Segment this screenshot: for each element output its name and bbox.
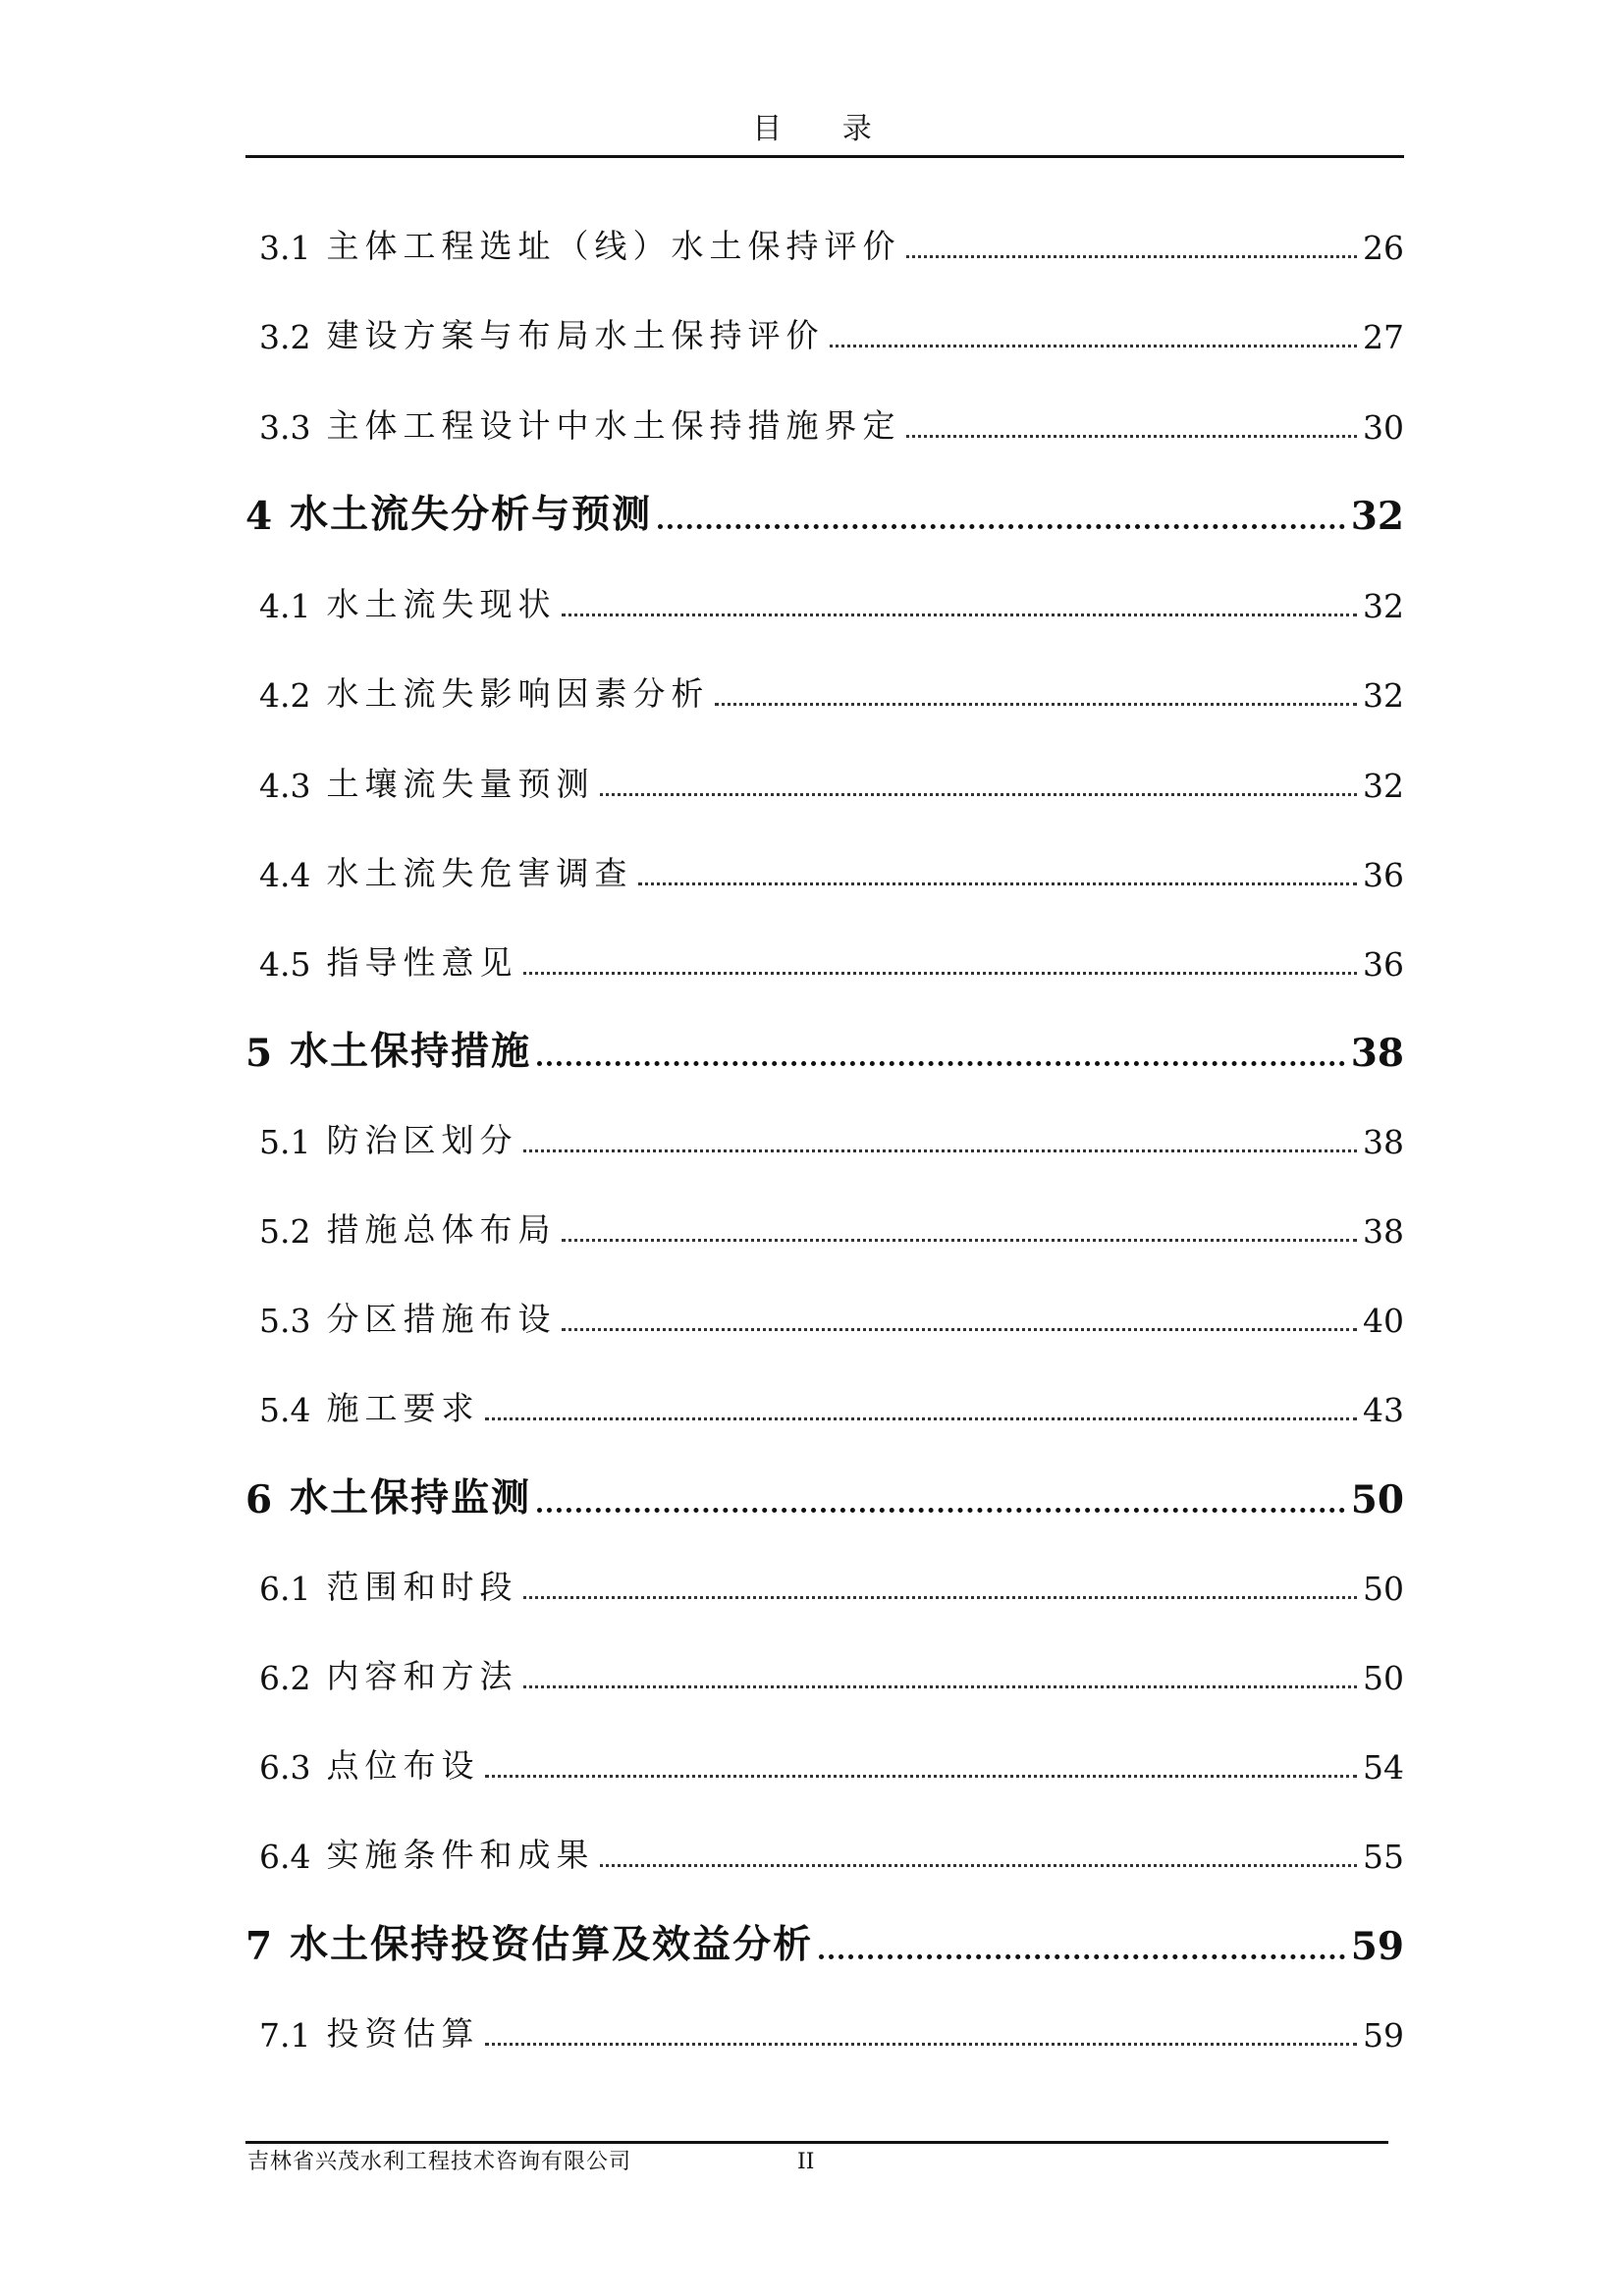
toc-leader-dots xyxy=(523,1596,1357,1599)
footer-company-name: 吉林省兴茂水利工程技术咨询有限公司 xyxy=(247,2150,632,2174)
toc-entry[interactable] xyxy=(245,570,1404,625)
toc-entry-title: 实施条件和成果 xyxy=(326,1836,595,1874)
toc-leader-dots xyxy=(523,1149,1357,1152)
toc-leader-dots xyxy=(906,255,1357,258)
toc-chapter-title: 水土保持监测 xyxy=(290,1475,532,1521)
toc-chapter-entry[interactable] xyxy=(245,1021,1404,1076)
toc-chapter-page: 59 xyxy=(1350,1924,1404,1969)
toc-leader-dots xyxy=(819,1954,1345,1959)
toc-chapter-entry[interactable] xyxy=(245,484,1404,539)
toc-entry-number: 3.2 xyxy=(259,318,311,356)
toc-entry[interactable] xyxy=(245,301,1404,356)
toc-leader-dots xyxy=(485,2043,1357,2046)
toc-entry-page: 36 xyxy=(1363,856,1404,894)
toc-entry[interactable] xyxy=(245,1285,1404,1340)
toc-chapter-page: 38 xyxy=(1350,1031,1404,1076)
toc-entry[interactable] xyxy=(245,2000,1404,2055)
toc-entry-page: 50 xyxy=(1363,1659,1404,1697)
toc-entry-title: 主体工程选址（线）水土保持评价 xyxy=(326,227,901,265)
toc-entry-page: 32 xyxy=(1363,587,1404,625)
toc-entry-page: 43 xyxy=(1363,1391,1404,1429)
toc-entry-page: 54 xyxy=(1363,1748,1404,1787)
toc-leader-dots xyxy=(830,345,1357,347)
toc-leader-dots xyxy=(523,972,1357,975)
toc-entry-number: 5.4 xyxy=(259,1391,311,1429)
toc-leader-dots xyxy=(537,1508,1345,1513)
toc-entry-page: 32 xyxy=(1363,676,1404,715)
toc-entry-page: 50 xyxy=(1363,1570,1404,1608)
toc-entry[interactable] xyxy=(245,1553,1404,1608)
toc-entry-number: 3.3 xyxy=(259,408,311,447)
toc-entry-page: 36 xyxy=(1363,945,1404,984)
toc-entry-title: 投资估算 xyxy=(326,2014,480,2053)
toc-entry-number: 5.1 xyxy=(259,1123,311,1161)
toc-entry[interactable] xyxy=(245,750,1404,805)
toc-entry-title: 水土流失现状 xyxy=(326,585,557,623)
toc-entry[interactable] xyxy=(245,660,1404,715)
toc-entry-page: 26 xyxy=(1363,229,1404,267)
toc-chapter-entry[interactable] xyxy=(245,1468,1404,1522)
toc-leader-dots xyxy=(658,524,1345,529)
table-of-contents xyxy=(245,0,1404,2296)
toc-entry[interactable] xyxy=(245,1196,1404,1251)
toc-entry[interactable] xyxy=(245,1642,1404,1697)
toc-entry[interactable] xyxy=(245,1732,1404,1787)
toc-entry-number: 4.5 xyxy=(259,945,311,984)
toc-chapter-title: 水土流失分析与预测 xyxy=(290,492,653,537)
toc-entry-title: 水土流失危害调查 xyxy=(326,854,633,892)
toc-chapter-title: 水土保持投资估算及效益分析 xyxy=(290,1922,814,1967)
toc-entry-number: 6.4 xyxy=(259,1838,311,1876)
toc-entry-title: 水土流失影响因素分析 xyxy=(326,674,710,713)
toc-leader-dots xyxy=(562,1328,1357,1331)
toc-entry-title: 点位布设 xyxy=(326,1746,480,1785)
toc-chapter-number: 7 xyxy=(245,1924,273,1969)
toc-leader-dots xyxy=(562,614,1357,616)
toc-chapter-number: 5 xyxy=(245,1031,273,1076)
toc-entry-number: 3.1 xyxy=(259,229,311,267)
toc-leader-dots xyxy=(906,435,1357,438)
toc-entry[interactable] xyxy=(245,839,1404,894)
footer-page-number: II xyxy=(797,2150,815,2174)
toc-entry-title: 土壤流失量预测 xyxy=(326,765,595,803)
toc-entry-page: 38 xyxy=(1363,1123,1404,1161)
toc-entry-title: 建设方案与布局水土保持评价 xyxy=(326,316,825,354)
toc-entry[interactable] xyxy=(245,212,1404,267)
toc-entry-page: 55 xyxy=(1363,1838,1404,1876)
toc-entry-title: 内容和方法 xyxy=(326,1657,518,1695)
toc-entry-number: 4.1 xyxy=(259,587,311,625)
toc-entry-page: 38 xyxy=(1363,1212,1404,1251)
toc-entry-title: 指导性意见 xyxy=(326,943,518,982)
toc-entry-title: 分区措施布设 xyxy=(326,1300,557,1338)
toc-entry-page: 32 xyxy=(1363,767,1404,805)
toc-leader-dots xyxy=(485,1775,1357,1778)
toc-chapter-title: 水土保持措施 xyxy=(290,1029,532,1074)
toc-leader-dots xyxy=(600,793,1357,796)
toc-entry-page: 30 xyxy=(1363,408,1404,447)
toc-leader-dots xyxy=(485,1417,1357,1420)
toc-entry-number: 6.2 xyxy=(259,1659,311,1697)
toc-entry[interactable] xyxy=(245,1374,1404,1429)
toc-entry[interactable] xyxy=(245,929,1404,984)
header-title: 目 录 xyxy=(752,112,897,146)
toc-leader-dots xyxy=(715,703,1357,706)
toc-entry[interactable] xyxy=(245,1106,1404,1161)
toc-leader-dots xyxy=(638,882,1357,885)
toc-entry-number: 7.1 xyxy=(259,2016,311,2055)
toc-chapter-page: 50 xyxy=(1350,1477,1404,1522)
toc-entry[interactable] xyxy=(245,1821,1404,1876)
toc-chapter-number: 6 xyxy=(245,1477,273,1522)
toc-leader-dots xyxy=(523,1685,1357,1688)
toc-entry-page: 59 xyxy=(1363,2016,1404,2055)
toc-entry-number: 5.2 xyxy=(259,1212,311,1251)
toc-leader-dots xyxy=(600,1864,1357,1867)
toc-entry-number: 4.3 xyxy=(259,767,311,805)
toc-entry-title: 施工要求 xyxy=(326,1389,480,1427)
toc-entry-number: 4.2 xyxy=(259,676,311,715)
toc-leader-dots xyxy=(537,1061,1345,1066)
footer-rule xyxy=(245,2141,1388,2144)
toc-entry-title: 措施总体布局 xyxy=(326,1210,557,1249)
toc-entry-page: 27 xyxy=(1363,318,1404,356)
toc-entry-title: 防治区划分 xyxy=(326,1121,518,1159)
toc-chapter-page: 32 xyxy=(1350,494,1404,539)
toc-entry[interactable] xyxy=(245,392,1404,447)
toc-chapter-number: 4 xyxy=(245,494,273,539)
toc-entry-number: 5.3 xyxy=(259,1302,311,1340)
toc-entry-number: 6.3 xyxy=(259,1748,311,1787)
toc-entry-title: 范围和时段 xyxy=(326,1568,518,1606)
toc-leader-dots xyxy=(562,1239,1357,1242)
toc-entry-number: 4.4 xyxy=(259,856,311,894)
toc-chapter-entry[interactable] xyxy=(245,1914,1404,1969)
toc-entry-page: 40 xyxy=(1363,1302,1404,1340)
toc-entry-title: 主体工程设计中水土保持措施界定 xyxy=(326,406,901,445)
toc-entry-number: 6.1 xyxy=(259,1570,311,1608)
